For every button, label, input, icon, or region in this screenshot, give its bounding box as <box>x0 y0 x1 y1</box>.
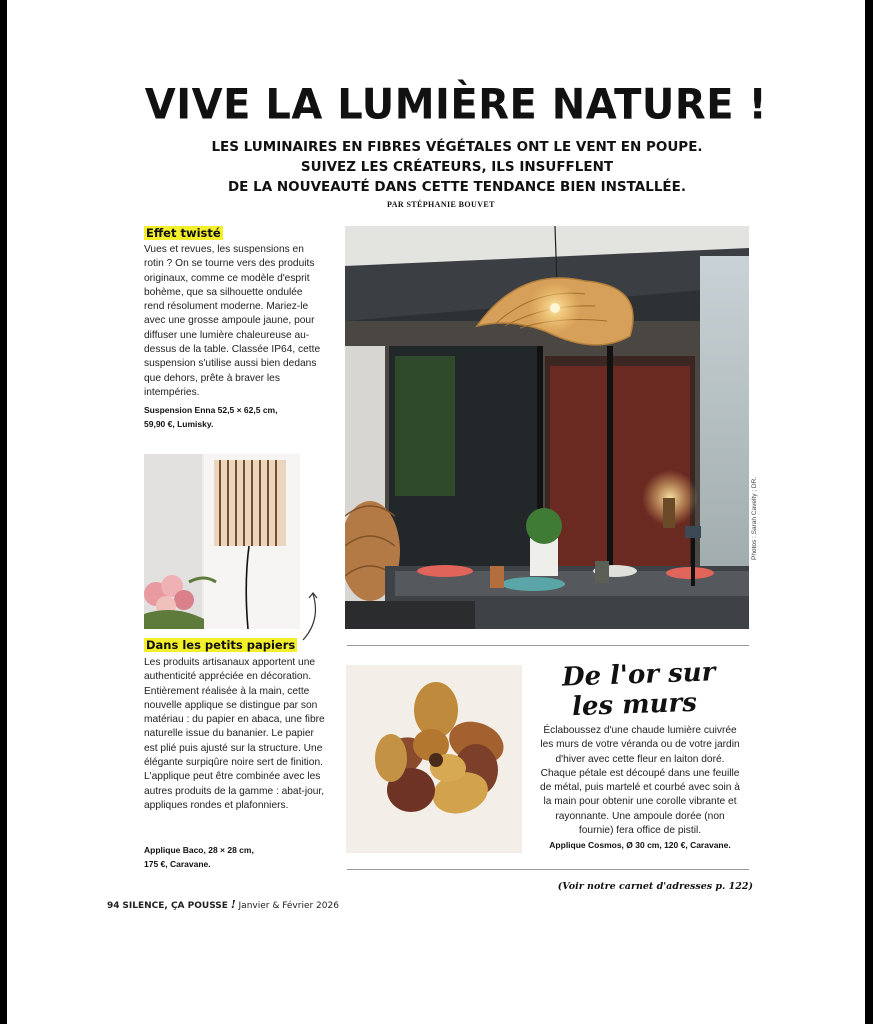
credit-line-1: Suspension Enna 52,5 × 62,5 cm, <box>144 405 278 415</box>
section-title-or-line-2: les murs <box>571 687 698 723</box>
magazine-page <box>7 0 865 1024</box>
page-footer <box>107 898 339 911</box>
credit-line-1: Applique Baco, 28 × 28 cm, <box>144 845 254 855</box>
section-body-effet-twiste: Vues et revues, les suspensions en rotin ? On se tourne vers des produits originaux, comme ce modèle d'esprit bohème, que sa silhouette ondulée rend résolument moderne. Mariez-le avec une grosse ampoule jaune, pour diffuser une lumière chaleureuse au-dessus de la table. Classée IP64, cette suspension s'utilise aussi bien dedans que dehors, prête à braver les intempéries. <box>144 244 321 398</box>
terrace-illustration <box>345 226 749 629</box>
curved-arrow-icon <box>299 590 323 642</box>
photo-credit: Photos : Sarah Cavelty ; DR. <box>751 476 758 560</box>
brass-flower-photo <box>346 665 522 853</box>
section-body-or-sur-les-murs: Éclaboussez d'une chaude lumière cuivrée les murs de votre véranda ou de votre jardin d'hiver avec cette fleur en laiton doré. Chaque pétale est découpé dans une feuille de métal, puis martelé et courbé avec soin à la main pour obtenir une corolle vibrante et rayonnante. Une ampoule dorée (non fournie) fera office de pistil. <box>540 725 740 837</box>
divider-top <box>347 645 749 646</box>
brass-flower-illustration <box>346 665 522 853</box>
page-number: 94 <box>107 901 120 911</box>
intro-line-1: LES LUMINAIRES EN FIBRES VÉGÉTALES ONT LE VENT EN POUPE. <box>211 139 703 155</box>
divider-bottom <box>347 869 749 870</box>
section-body-petits-papiers: Les produits artisanaux apportent une authenticité appréciée en décoration. Entièrement réalisée à la main, cette nouvelle applique se distingue par son matériau : du papier en abaca, une fibre naturelle issue du bananier. Le papier est plié puis ajusté sur la structure. Une élégante surpiqûre noire sert de finition. L'applique peut être combinée avec les autres produits de la gamme : abat-jour, appliques rondes et plafonniers. <box>144 657 325 811</box>
product-credit-cosmos: Applique Cosmos, Ø 30 cm, 120 €, Caravane. <box>549 840 731 850</box>
headline: VIVE LA LUMIÈRE NATURE ! <box>144 80 768 130</box>
product-credit-baco <box>144 844 326 871</box>
paper-lamp-illustration <box>144 454 300 629</box>
terrace-photo <box>345 226 749 629</box>
issue-date: Janvier & Février 2026 <box>238 901 339 911</box>
section-title-petits-papiers: Dans les petits papiers <box>146 638 296 652</box>
product-credit-enna <box>144 404 322 431</box>
intro-text <box>157 137 757 197</box>
intro-line-3: DE LA NOUVEAUTÉ DANS CETTE TENDANCE BIEN INSTALLÉE. <box>227 179 687 195</box>
paper-lamp-photo <box>144 454 300 629</box>
magazine-name: SILENCE, ÇA POUSSE <box>122 901 228 911</box>
credit-line-2: 59,90 €, Lumisky. <box>144 418 214 429</box>
intro-line-2: SUIVEZ LES CRÉATEURS, ILS INSUFFLENT <box>300 159 614 175</box>
credit-line-2: 175 €, Caravane. <box>144 858 211 869</box>
address-note: (Voir notre carnet d'adresses p. 122) <box>557 881 753 892</box>
byline: PAR STÉPHANIE BOUVET <box>387 200 495 209</box>
magazine-exclaim: ! <box>230 898 236 911</box>
section-title-or-line-1: De l'or sur <box>561 657 716 693</box>
section-title-effet-twiste: Effet twisté <box>146 226 221 240</box>
